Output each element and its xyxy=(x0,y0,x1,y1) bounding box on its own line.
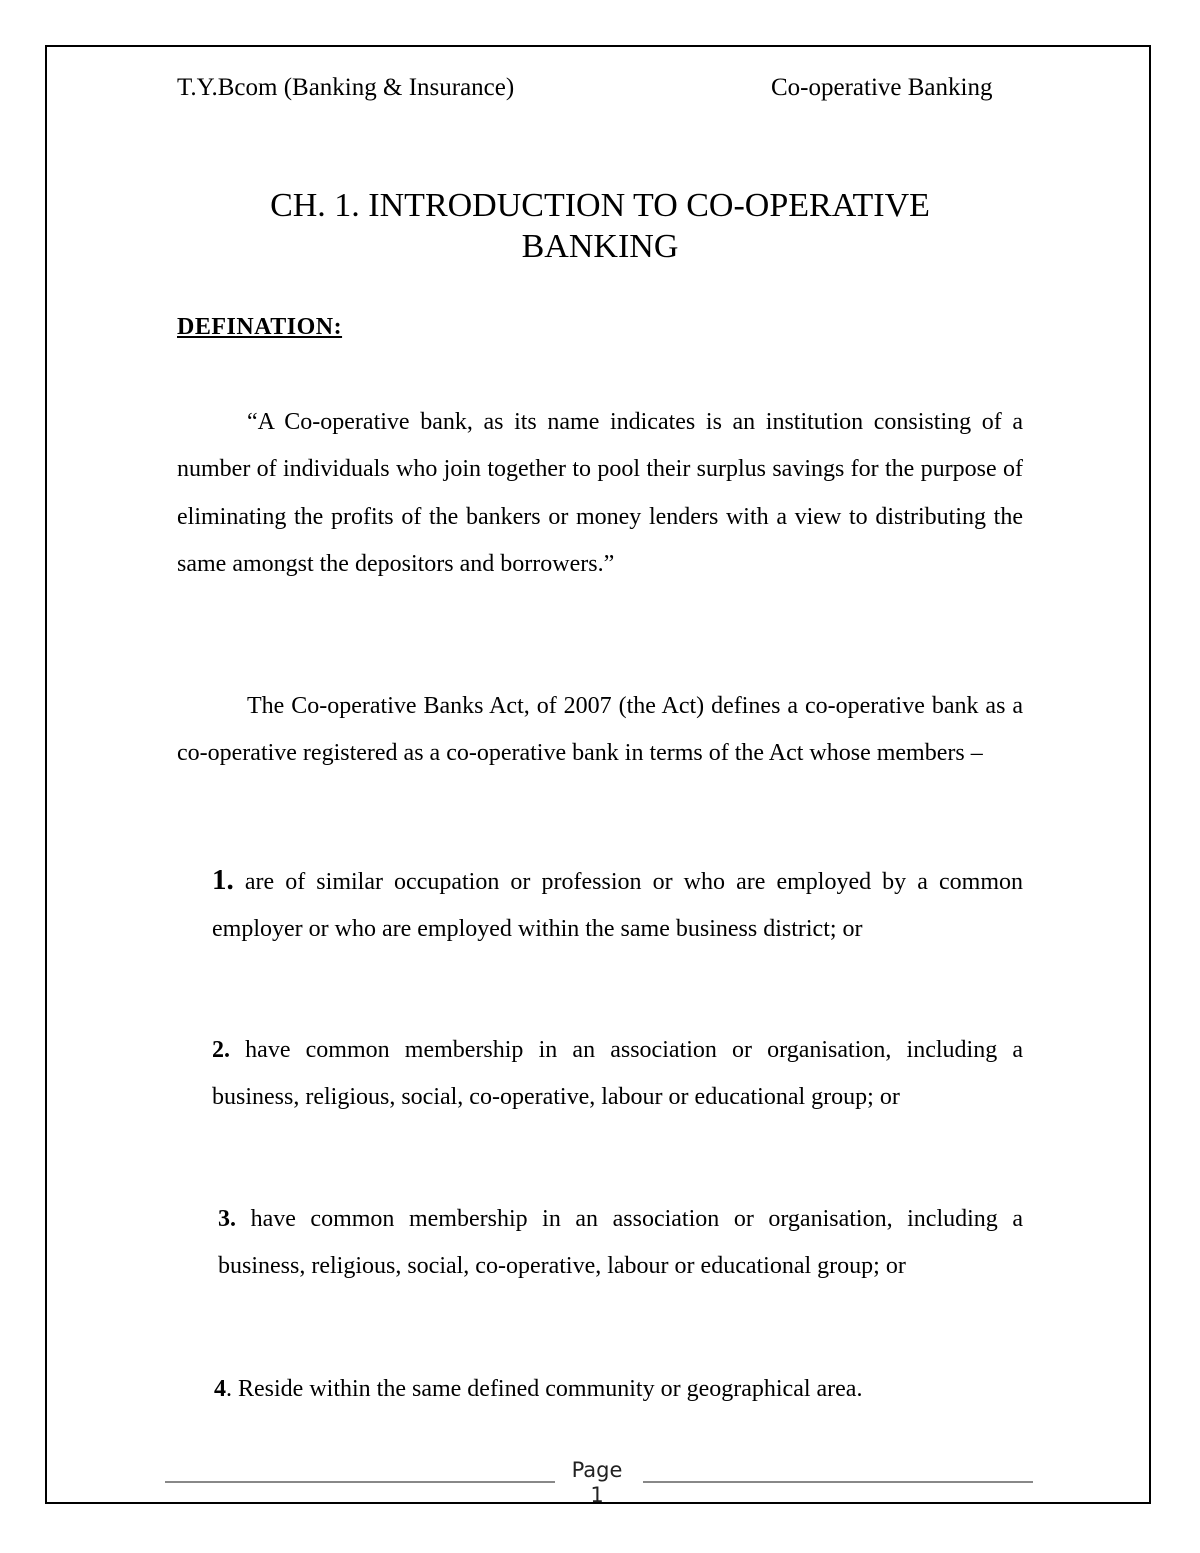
list-item xyxy=(212,1027,1023,1122)
list-item xyxy=(218,1196,1023,1291)
list-item-number: 1. xyxy=(212,864,234,896)
list-item xyxy=(214,1366,1023,1413)
chapter-title xyxy=(0,185,1200,267)
act-paragraph: The Co-operative Banks Act, of 2007 (the Act) defines a co-operative bank as a co-operative registered as a co-operative bank in terms of the Act whose members – xyxy=(177,693,1023,767)
page-number-value: 1 xyxy=(590,1483,604,1507)
footer-rule-right xyxy=(643,1481,1033,1483)
header-subject: Co-operative Banking xyxy=(771,74,993,101)
footer-rule-left xyxy=(165,1481,555,1483)
list-item xyxy=(212,857,1023,954)
definition-paragraph: “A Co-operative bank, as its name indicates is an institution consisting of a number of individuals who join together to pool their surplus savings for the purpose of eliminating the profits of the bankers or money lenders with a view to distributing the same amongst the depositors and borrowers.” xyxy=(177,409,1023,577)
section-heading: DEFINATION: xyxy=(177,314,343,340)
list-item-number: 3. xyxy=(218,1206,236,1232)
chapter-title-line-1: CH. 1. INTRODUCTION TO CO-OPERATIVE xyxy=(270,187,930,224)
list-item-text: are of similar occupation or profession or who are employed by a common employer or who are employed within the same business district; or xyxy=(212,869,1023,943)
list-item-text: . Reside within the same defined community or geographical area. xyxy=(226,1376,863,1402)
chapter-title-line-2: BANKING xyxy=(521,228,679,265)
list-item-text: have common membership in an association or organisation, including a business, religious, social, co-operative, labour or educational group; or xyxy=(218,1206,1023,1280)
page-label: Page xyxy=(571,1458,623,1482)
list-item-text: have common membership in an association or organisation, including a business, religious, social, co-operative, labour or educational group; or xyxy=(212,1037,1024,1111)
header-course: T.Y.Bcom (Banking & Insurance) xyxy=(177,74,515,101)
page-number xyxy=(560,1458,634,1508)
list-item-number: 4 xyxy=(214,1376,226,1402)
list-item-number: 2. xyxy=(212,1037,230,1063)
